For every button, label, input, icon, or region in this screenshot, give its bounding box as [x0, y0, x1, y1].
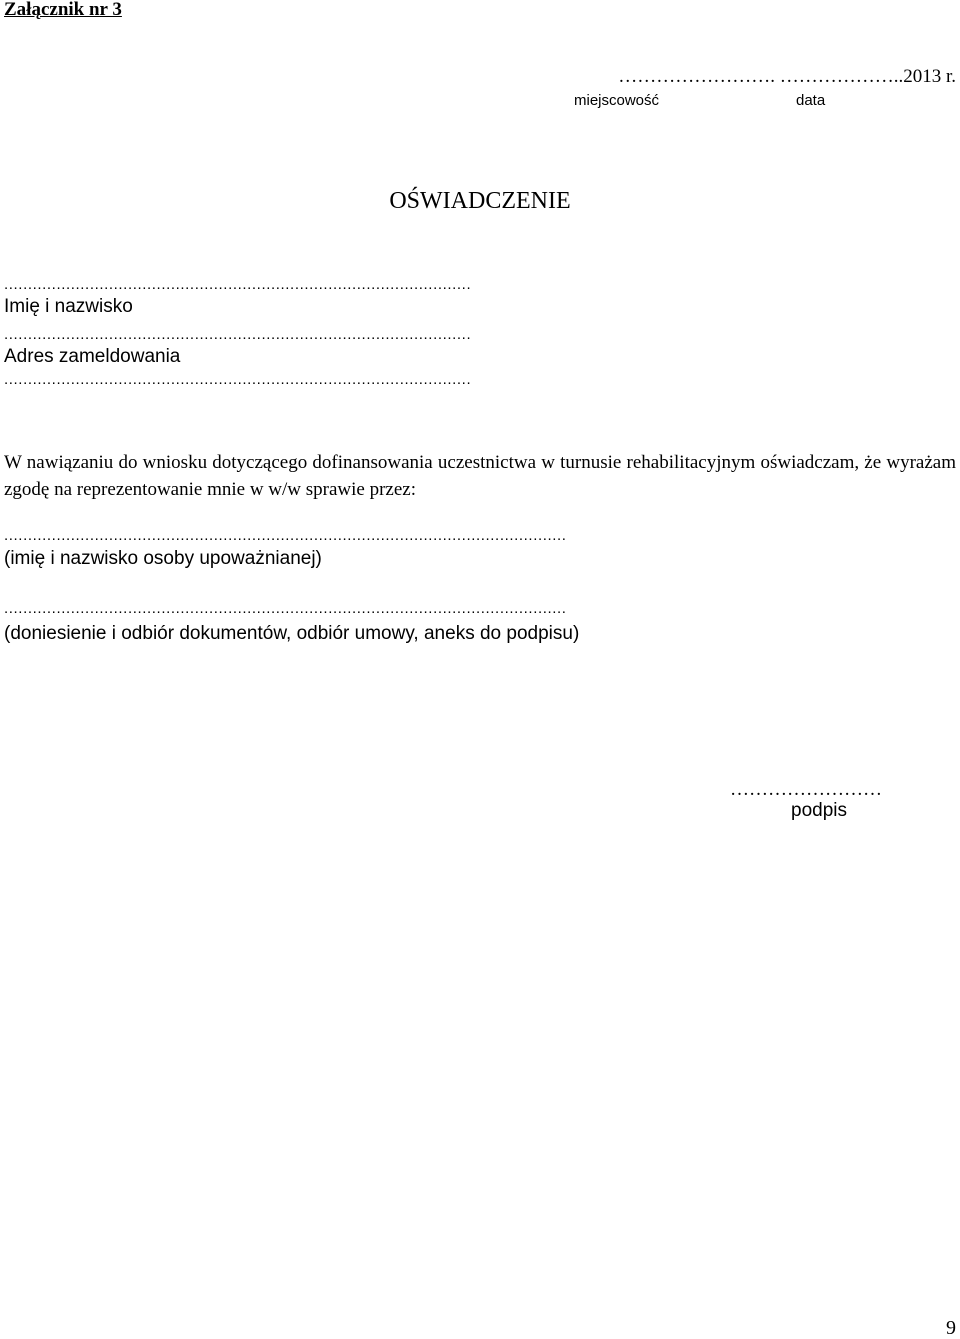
address-dotted-line-2: ..................................................................................................: [4, 371, 472, 388]
signature-label: podpis: [791, 800, 847, 821]
place-date-line: ……………………. ………………..2013 r.: [618, 66, 956, 87]
authorized-person-label: (imię i nazwisko osoby upoważnianej): [4, 548, 322, 569]
address-label: Adres zameldowania: [4, 346, 181, 367]
name-dotted-line: ..................................................................................................: [4, 276, 472, 293]
document-title: OŚWIADCZENIE: [389, 188, 571, 214]
scope-dotted-line: ......................................................................................................................: [4, 600, 567, 617]
signature-dotted-line: ……………………: [730, 779, 882, 800]
name-label: Imię i nazwisko: [4, 296, 133, 317]
statement-paragraph: W nawiązaniu do wniosku dotyczącego dofinansowania uczestnictwa w turnusie rehabilitacyjnym oświadczam, że wyrażam zgodę na reprezentowanie mnie w w/w sprawie przez:: [4, 452, 956, 500]
place-label: miejscowość: [574, 92, 660, 109]
scope-label: (doniesienie i odbiór dokumentów, odbiór umowy, aneks do podpisu): [4, 623, 580, 644]
address-dotted-line-1: ..................................................................................................: [4, 326, 472, 343]
annex-heading: Załącznik nr 3: [4, 0, 122, 20]
authorized-person-dotted-line: ......................................................................................................................: [4, 527, 567, 544]
page-number: 9: [946, 1317, 956, 1339]
date-label: data: [796, 92, 826, 109]
